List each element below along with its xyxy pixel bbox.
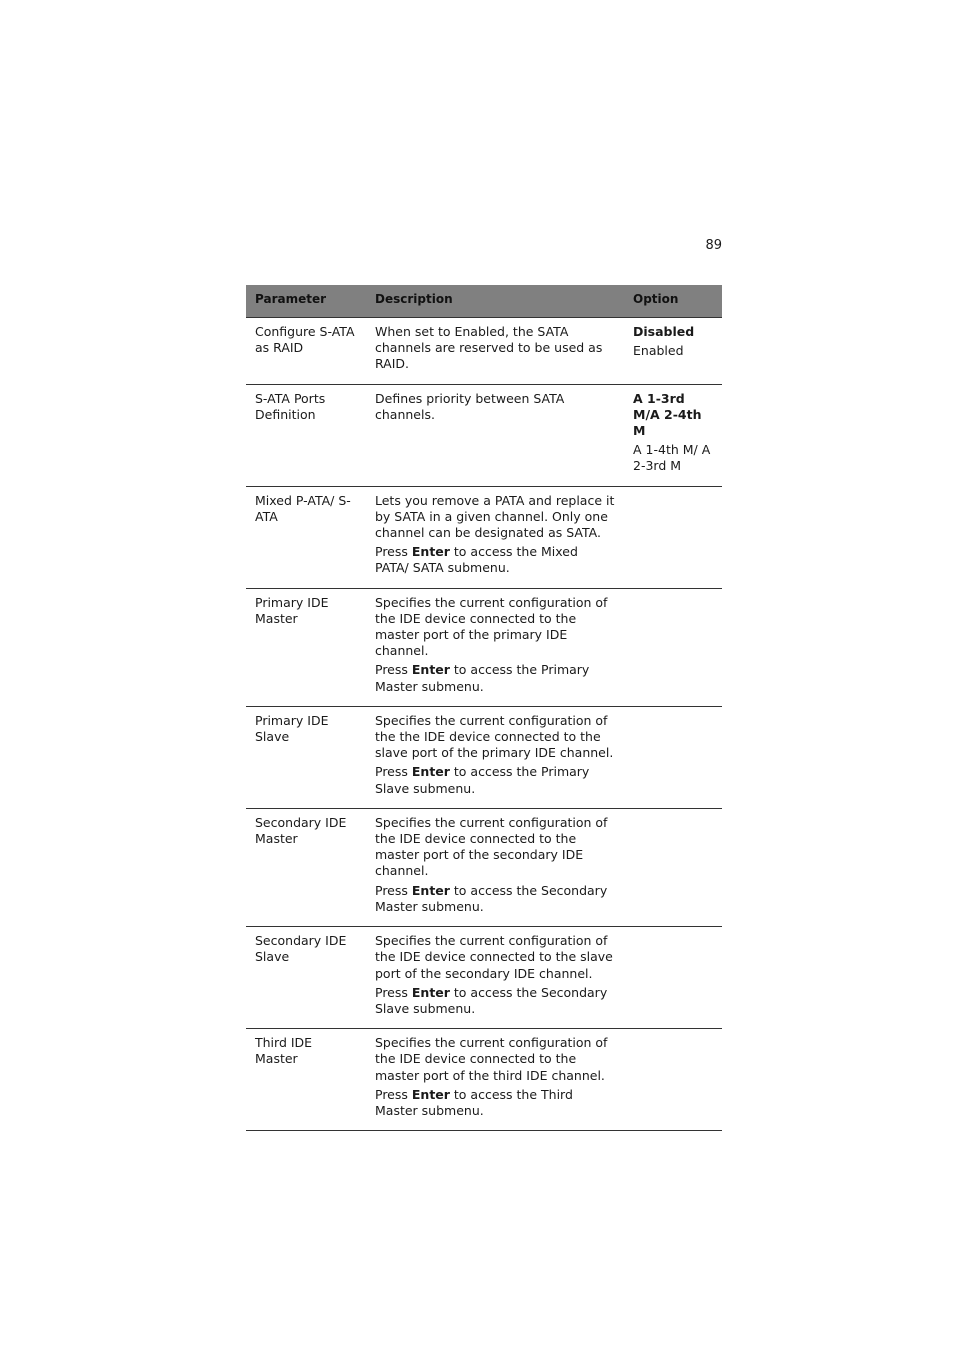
enter-key-label: Enter [411,544,450,560]
press-instruction [375,1087,615,1119]
parameter-cell: Mixed P-ATA/ S-ATA [246,486,366,588]
enter-key-label: Enter [411,1086,450,1102]
option-cell [624,808,722,926]
press-prefix: Press [375,882,412,898]
enter-key-label: Enter [411,764,450,780]
parameter-table [246,285,722,1131]
parameter-cell: Secondary IDE Master [246,808,366,926]
description-cell [366,384,624,486]
description-cell [366,1029,624,1131]
option-cell [624,588,722,706]
description-text: Lets you remove a PATA and replace it by SATA in a given channel. Only one channel can be designated as SATA. [375,492,615,541]
description-text: Specifies the current configuration of the IDE device connected to the master port of the third IDE channel. [375,1035,608,1083]
option-default: Disabled [633,324,695,339]
description-text: Defines priority between SATA channels. [375,390,565,422]
option-cell [624,1029,722,1131]
press-suffix: to access the Secondary Master submenu. [375,882,608,914]
parameter-cell: Secondary IDE Slave [246,927,366,1029]
option-cell [624,384,722,486]
enter-key-label: Enter [411,882,450,898]
enter-key-label: Enter [411,984,450,1000]
parameter-cell: Primary IDE Slave [246,706,366,808]
description-text: When set to Enabled, the SATA channels are reserved to be used as RAID. [375,324,603,372]
table-row [246,1029,722,1131]
press-suffix: to access the Mixed PATA/ SATA submenu. [375,544,578,576]
description-text: Specifies the current configuration of the the IDE device connected to the slave port of the primary IDE channel. [375,712,614,761]
press-suffix: to access the Third Master submenu. [375,1086,573,1118]
press-prefix: Press [375,764,412,780]
table-header-row [246,285,722,318]
description-cell [366,927,624,1029]
description-cell [366,588,624,706]
table-row [246,384,722,486]
description-text: Specifies the current configuration of the IDE device connected to the master port of the secondary IDE channel. [375,814,608,879]
table-row [246,706,722,808]
parameter-cell: S-ATA Ports Definition [246,384,366,486]
description-cell [366,486,624,588]
parameter-cell: Configure S-ATA as RAID [246,318,366,385]
press-instruction [375,985,615,1017]
description-text: Specifies the current configuration of the IDE device connected to the slave port of the secondary IDE channel. [375,933,613,981]
press-suffix: to access the Primary Slave submenu. [375,764,590,796]
option-default: A 1-3rd M/A 2-4th M [633,390,702,439]
option-cell [624,318,722,385]
description-text: Specifies the current configuration of the IDE device connected to the master port of the primary IDE channel. [375,594,608,659]
table-row [246,808,722,926]
enter-key-label: Enter [411,662,450,678]
header-parameter: Parameter [246,285,366,318]
press-instruction [375,544,615,576]
parameter-cell: Primary IDE Master [246,588,366,706]
table-row [246,927,722,1029]
table-row [246,486,722,588]
option-cell [624,927,722,1029]
press-suffix: to access the Primary Master submenu. [375,662,590,694]
description-cell [366,706,624,808]
option-cell [624,486,722,588]
press-instruction [375,764,615,796]
press-prefix: Press [375,662,412,678]
option-cell [624,706,722,808]
press-prefix: Press [375,1086,412,1102]
header-description: Description [366,285,624,318]
parameter-cell: Third IDE Master [246,1029,366,1131]
table-row [246,318,722,385]
press-instruction [375,883,615,915]
press-suffix: to access the Secondary Slave submenu. [375,984,608,1016]
press-prefix: Press [375,984,412,1000]
page-number: 89 [705,238,722,253]
press-instruction [375,662,615,694]
description-cell [366,318,624,385]
press-prefix: Press [375,544,412,560]
option-alternative: Enabled [633,343,684,359]
header-option: Option [624,285,722,318]
description-cell [366,808,624,926]
table-row [246,588,722,706]
option-alternative: A 1-4th M/ A 2-3rd M [633,442,711,474]
